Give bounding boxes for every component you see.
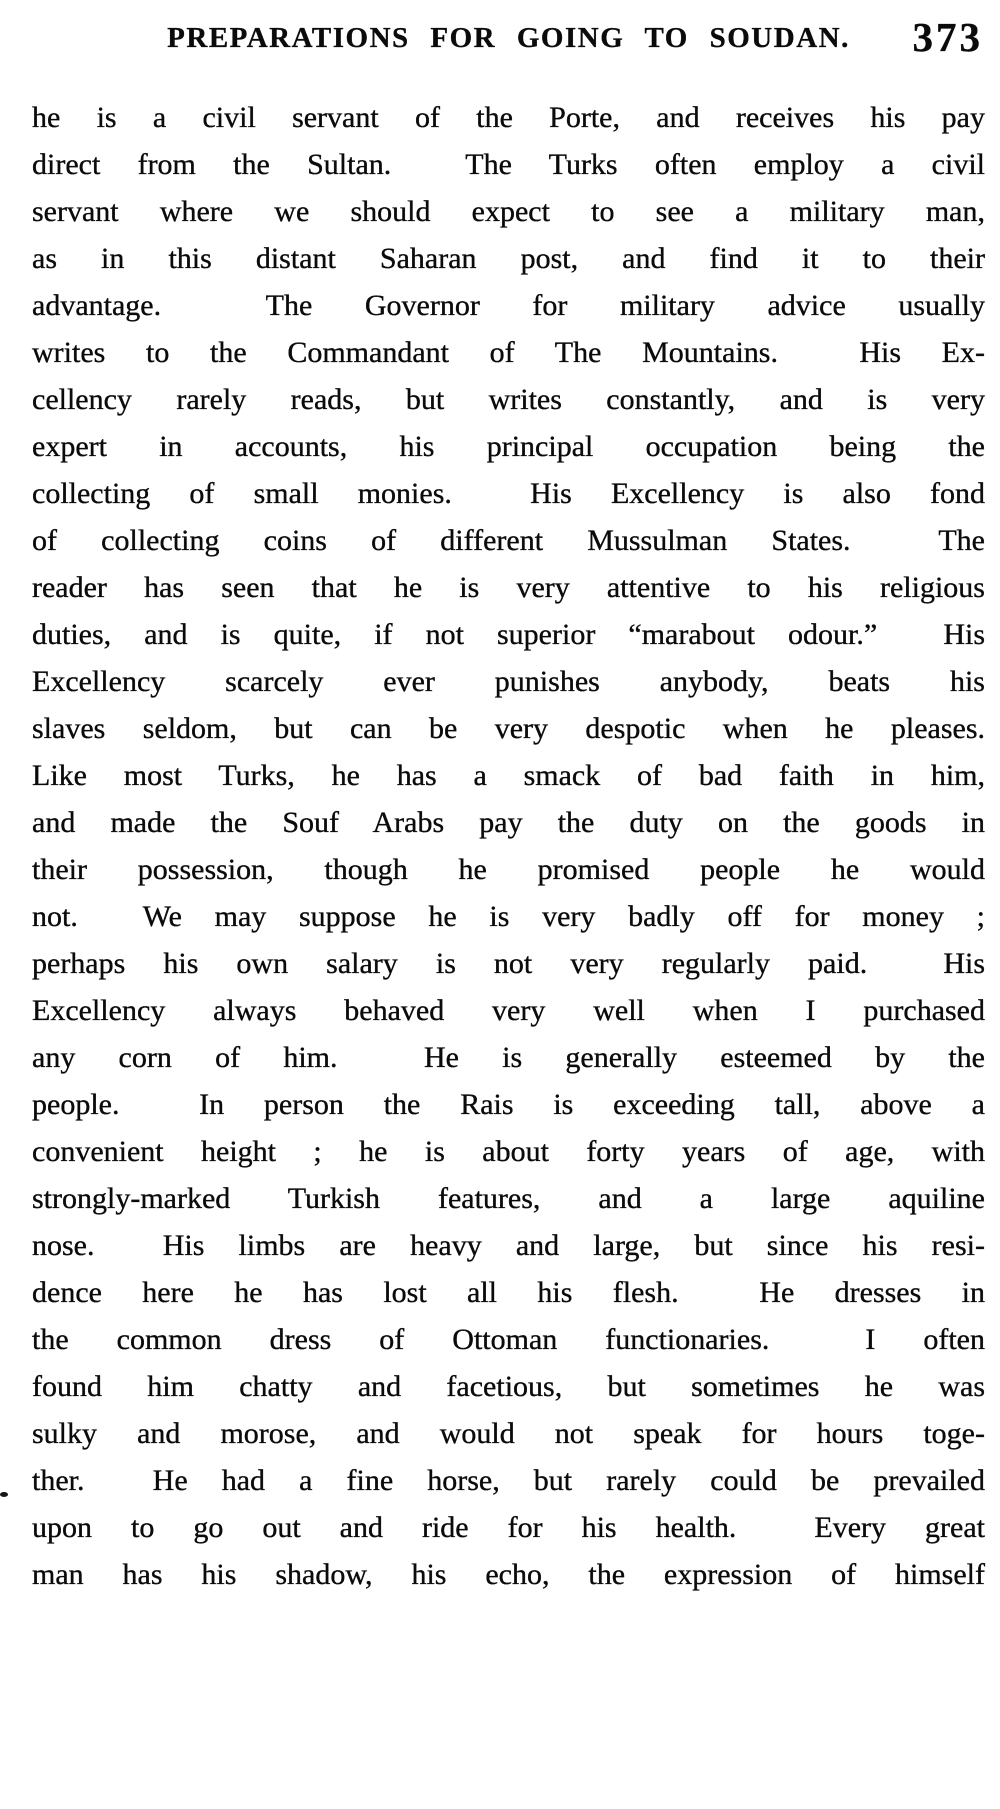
- text-line: duties, and is quite, if not superior “marabout odour.” His: [32, 618, 985, 651]
- page-header: [32, 14, 985, 68]
- text-line: nose. His limbs are heavy and large, but since his resi-: [32, 1229, 985, 1262]
- text-line: dence here he has lost all his flesh. He dresses in: [32, 1276, 985, 1309]
- text-line: direct from the Sultan. The Turks often employ a civil: [32, 148, 985, 181]
- text-line: Like most Turks, he has a smack of bad faith in him,: [32, 759, 985, 792]
- text-line: convenient height ; he is about forty years of age, with: [32, 1135, 985, 1168]
- text-line: perhaps his own salary is not very regularly paid. His: [32, 947, 985, 980]
- page-body: [32, 94, 985, 1598]
- text-line: slaves seldom, but can be very despotic when he pleases.: [32, 712, 985, 745]
- text-line: Excellency scarcely ever punishes anybody, beats his: [32, 665, 985, 698]
- text-line: strongly-marked Turkish features, and a large aquiline: [32, 1182, 985, 1215]
- text-line: servant where we should expect to see a military man,: [32, 195, 985, 228]
- text-line: found him chatty and facetious, but sometimes he was: [32, 1370, 985, 1403]
- text-line: their possession, though he promised people he would: [32, 853, 985, 886]
- text-line: not. We may suppose he is very badly off for money ;: [32, 900, 985, 933]
- ink-speck: [0, 1492, 8, 1497]
- text-line: sulky and morose, and would not speak for hours toge-: [32, 1417, 985, 1450]
- text-line: man has his shadow, his echo, the expression of himself: [32, 1558, 985, 1591]
- text-line: advantage. The Governor for military advice usually: [32, 289, 985, 322]
- text-line: as in this distant Saharan post, and find it to their: [32, 242, 985, 275]
- text-line: ther. He had a fine horse, but rarely could be prevailed: [32, 1464, 985, 1497]
- text-line: the common dress of Ottoman functionaries. I often: [32, 1323, 985, 1356]
- text-line: Excellency always behaved very well when I purchased: [32, 994, 985, 1027]
- text-line: upon to go out and ride for his health. Every great: [32, 1511, 985, 1544]
- text-line: people. In person the Rais is exceeding tall, above a: [32, 1088, 985, 1121]
- text-line: writes to the Commandant of The Mountains. His Ex-: [32, 336, 985, 369]
- text-line: he is a civil servant of the Porte, and receives his pay: [32, 101, 985, 134]
- text-line: and made the Souf Arabs pay the duty on the goods in: [32, 806, 985, 839]
- running-title: PREPARATIONS FOR GOING TO SOUDAN.: [167, 22, 850, 54]
- text-line: of collecting coins of different Mussulman States. The: [32, 524, 985, 557]
- text-line: collecting of small monies. His Excellency is also fond: [32, 477, 985, 510]
- text-line: reader has seen that he is very attentive to his religious: [32, 571, 985, 604]
- text-line: expert in accounts, his principal occupation being the: [32, 430, 985, 463]
- page-number: 373: [912, 14, 983, 60]
- text-line: cellency rarely reads, but writes constantly, and is very: [32, 383, 985, 416]
- text-line: any corn of him. He is generally esteemed by the: [32, 1041, 985, 1074]
